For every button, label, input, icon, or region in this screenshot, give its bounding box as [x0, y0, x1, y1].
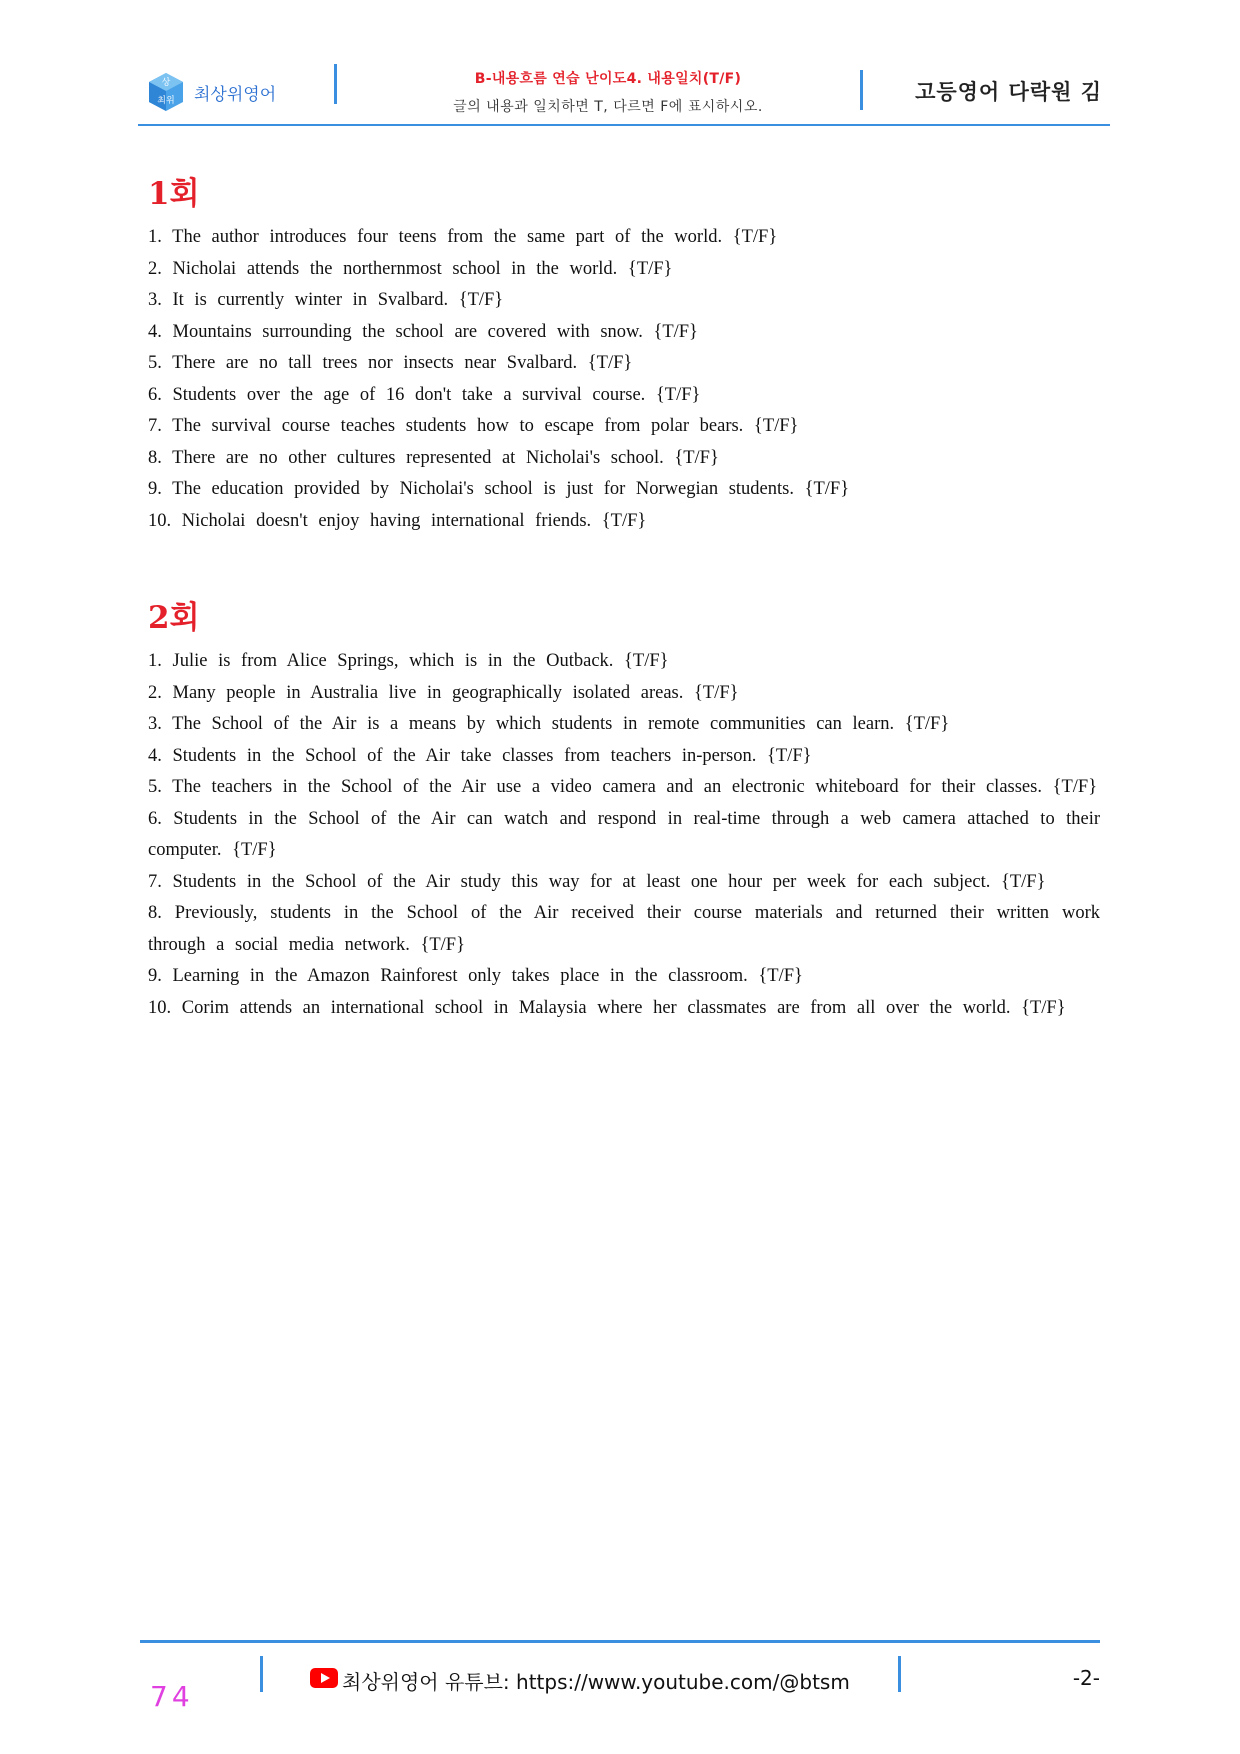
footer-rule: [140, 1640, 1100, 1643]
section-1: [148, 176, 1100, 537]
youtube-icon: [310, 1668, 338, 1688]
logo-icon: [148, 72, 184, 112]
question-item: 5. The teachers in the School of the Air use a video camera and an electronic whiteboard for their classes. {T/F}: [148, 777, 1098, 797]
question-item: 6. Students in the School of the Air can watch and respond in real-time through a web camera attached to their computer. {T/F}: [148, 808, 1100, 860]
footer-divider-left: [260, 1656, 263, 1692]
header-subtitle: 글의 내용과 일치하면 T, 다르면 F에 표시하시오.: [453, 99, 763, 115]
question-item: 5. There are no tall trees nor insects near Svalbard. {T/F}: [148, 353, 633, 373]
question-item: 10. Nicholai doesn't enjoy having international friends. {T/F}: [148, 510, 647, 531]
section-2: [148, 600, 1100, 1024]
question-list: [148, 646, 1100, 1024]
question-item: 4. Mountains surrounding the school are covered with snow. {T/F}: [148, 321, 698, 342]
question-item: 7. Students in the School of the Air study this way for at least one hour per week for each subject. {T/F}: [148, 871, 1046, 892]
question-item: 9. The education provided by Nicholai's school is just for Norwegian students. {T/F}: [148, 479, 850, 499]
youtube-link[interactable]: 최상위영어 유튜브: https://www.youtube.com/@btsm: [342, 1670, 850, 1694]
header-title: B-내용흐름 연습 난이도4. 내용일치(T/F): [474, 71, 742, 87]
question-item: 10. Corim attends an international school in Malaysia where her classmates are from all over the world. {T/F}: [148, 997, 1066, 1018]
page-footer: [140, 1648, 1100, 1708]
page-label: 74: [150, 1680, 194, 1713]
section-title: 2회: [148, 600, 200, 636]
question-item: 4. Students in the School of the Air take classes from teachers in-person. {T/F}: [148, 745, 812, 766]
header-right-text: 고등영어 다락원 김: [915, 80, 1102, 104]
header-center: [338, 68, 878, 116]
question-list: [148, 222, 1100, 537]
question-item: 2. Nicholai attends the northernmost school in the world. {T/F}: [148, 258, 673, 279]
header-divider-left: [334, 64, 337, 104]
brand-name: 최상위영어: [194, 85, 277, 105]
header-divider-right: [860, 70, 863, 110]
question-item: 9. Learning in the Amazon Rainforest only takes place in the classroom. {T/F}: [148, 966, 803, 986]
question-item: 3. It is currently winter in Svalbard. {T/F}: [148, 290, 504, 310]
question-item: 2. Many people in Australia live in geographically isolated areas. {T/F}: [148, 682, 739, 703]
question-item: 8. Previously, students in the School of the Air received their course materials and returned their written work through a social media network. {T/F}: [148, 903, 1100, 955]
question-item: 1. Julie is from Alice Springs, which is in the Outback. {T/F}: [148, 651, 669, 671]
question-item: 3. The School of the Air is a means by which students in remote communities can learn. {T/F}: [148, 714, 950, 734]
section-title: 1회: [148, 176, 200, 212]
question-item: 1. The author introduces four teens from the same part of the world. {T/F}: [148, 227, 778, 247]
logo-top-text: 상: [161, 78, 171, 88]
question-item: 7. The survival course teaches students how to escape from polar bears. {T/F}: [148, 416, 799, 436]
page-number: -2-: [1072, 1666, 1100, 1690]
question-item: 8. There are no other cultures represented at Nicholai's school. {T/F}: [148, 447, 719, 468]
header-rule: [138, 124, 1110, 126]
page-header: [138, 58, 1110, 126]
logo-bottom-text: 최위: [157, 96, 175, 106]
footer-divider-right: [898, 1656, 901, 1692]
question-item: 6. Students over the age of 16 don't take a survival course. {T/F}: [148, 384, 701, 405]
